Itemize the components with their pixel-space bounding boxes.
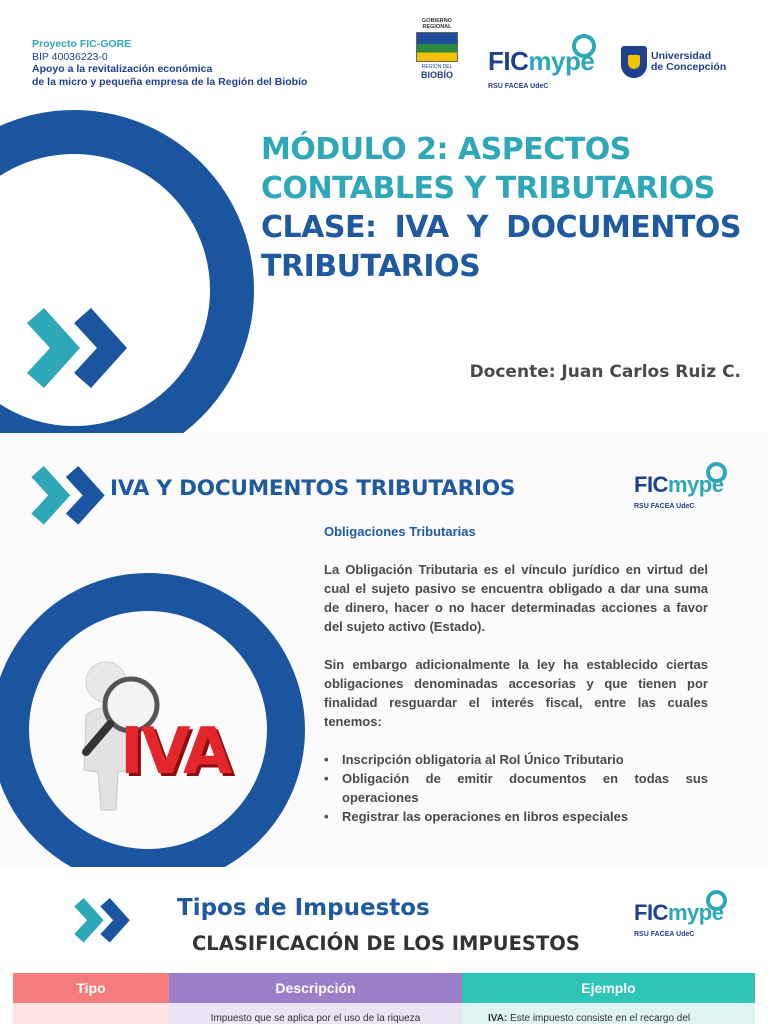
title-line-2: CONTABLES Y TRIBUTARIOS — [261, 171, 715, 206]
header-ejemplo: Ejemplo — [462, 973, 755, 1003]
docente-label: Docente: Juan Carlos Ruiz C. — [469, 362, 741, 382]
title-clase-c: Y — [466, 210, 489, 245]
cell-ejemplo-text: Este impuesto consiste en el recargo del — [507, 1013, 691, 1024]
cell-ejemplo — [462, 1003, 755, 1024]
title-clase-a: CLASE: — [261, 210, 377, 245]
udec-logo-text: Universidad de Concepción — [651, 50, 727, 73]
list-item: • Obligación de emitir documentos en todas sus operaciones — [324, 769, 708, 807]
cell-ejemplo-bold: IVA: — [488, 1013, 508, 1024]
slide3-subtitle: CLASIFICACIÓN DE LOS IMPUESTOS — [192, 932, 580, 955]
slide3-title: Tipos de Impuestos — [177, 895, 430, 921]
title-line-4: TRIBUTARIOS — [261, 249, 481, 284]
project-name: Proyecto FIC-GORE — [32, 38, 132, 50]
ficmype-logo-a: FIC — [488, 46, 529, 76]
cell-descripcion: Impuesto que se aplica por el uso de la riqueza — [169, 1003, 462, 1024]
slide-title — [0, 0, 768, 433]
udec-logo — [621, 46, 726, 78]
ficmype-logo-b: mype — [667, 900, 724, 925]
title-line-3 — [261, 208, 741, 247]
header-tipo: Tipo — [13, 973, 169, 1003]
ficmype-ring-icon — [706, 890, 727, 911]
gore-flag-icon — [416, 32, 458, 62]
iva-image-text: IVA — [120, 715, 230, 789]
obligaciones-list — [324, 750, 708, 826]
ficmype-logo-sub: RSU FACEA UdeC — [634, 503, 695, 510]
slide-title-text — [261, 130, 741, 286]
gore-logo-top: GOBIERNO REGIONAL — [422, 18, 452, 30]
chevron-arrows-icon — [71, 898, 133, 948]
ficmype-logo — [634, 474, 723, 518]
project-bip: BIP 40036223-0 — [32, 50, 108, 63]
table-row — [13, 1003, 755, 1024]
project-info — [32, 38, 307, 88]
obligaciones-para-1: La Obligación Tributaria es el vínculo jurídico en virtud del cual el sujeto pasivo se encuentra obligado a dar una suma de dinero, hacer o no hacer determinadas acciones a favor del sujeto activo (Estado). — [324, 562, 708, 634]
ficmype-logo — [488, 48, 594, 100]
slide2-title: IVA Y DOCUMENTOS TRIBUTARIOS — [110, 476, 516, 501]
list-item: • Inscripción obligatoria al Rol Único Tributario — [324, 750, 708, 769]
ficmype-logo-a: FIC — [634, 472, 668, 497]
list-item: • Registrar las operaciones en libros especiales — [324, 807, 708, 826]
ficmype-logo-a: FIC — [634, 900, 668, 925]
ficmype-logo-sub: RSU FACEA UdeC — [488, 83, 549, 90]
iva-magnifier-illustration — [46, 660, 246, 830]
cell-tipo — [13, 1003, 169, 1024]
chevron-arrows-icon — [26, 466, 110, 532]
title-clase-b: IVA — [394, 210, 449, 245]
ficmype-logo-b: mype — [667, 472, 724, 497]
impuestos-table-header — [13, 973, 755, 1003]
project-desc-1: Apoyo a la revitalización económica — [32, 63, 213, 75]
gore-logo-bottom2: BIOBÍO — [420, 70, 453, 80]
title-clase-d: DOCUMENTOS — [506, 210, 741, 245]
chevron-arrows-icon — [22, 308, 132, 398]
ficmype-logo-b: mype — [528, 46, 595, 76]
ficmype-ring-icon — [706, 462, 727, 483]
gobierno-regional-logo — [416, 18, 458, 88]
title-line-1: MÓDULO 2: ASPECTOS — [261, 132, 631, 167]
project-desc-2: de la micro y pequeña empresa de la Región del Biobío — [32, 75, 308, 88]
udec-shield-icon — [621, 46, 647, 78]
ficmype-logo-sub: RSU FACEA UdeC — [634, 931, 695, 938]
header-descripcion: Descripción — [169, 973, 462, 1003]
obligaciones-para-2: Sin embargo adicionalmente la ley ha establecido ciertas obligaciones denominadas accesorias y que tienen por finalidad resguardar el interés fiscal, entre las cuales tenemos: — [324, 657, 708, 729]
ficmype-ring-icon — [572, 34, 596, 58]
ficmype-logo — [634, 902, 723, 946]
obligaciones-heading: Obligaciones Tributarias — [324, 524, 476, 539]
obligaciones-body — [324, 522, 708, 826]
gore-logo-bottom: REGIÓN DEL — [421, 64, 453, 70]
